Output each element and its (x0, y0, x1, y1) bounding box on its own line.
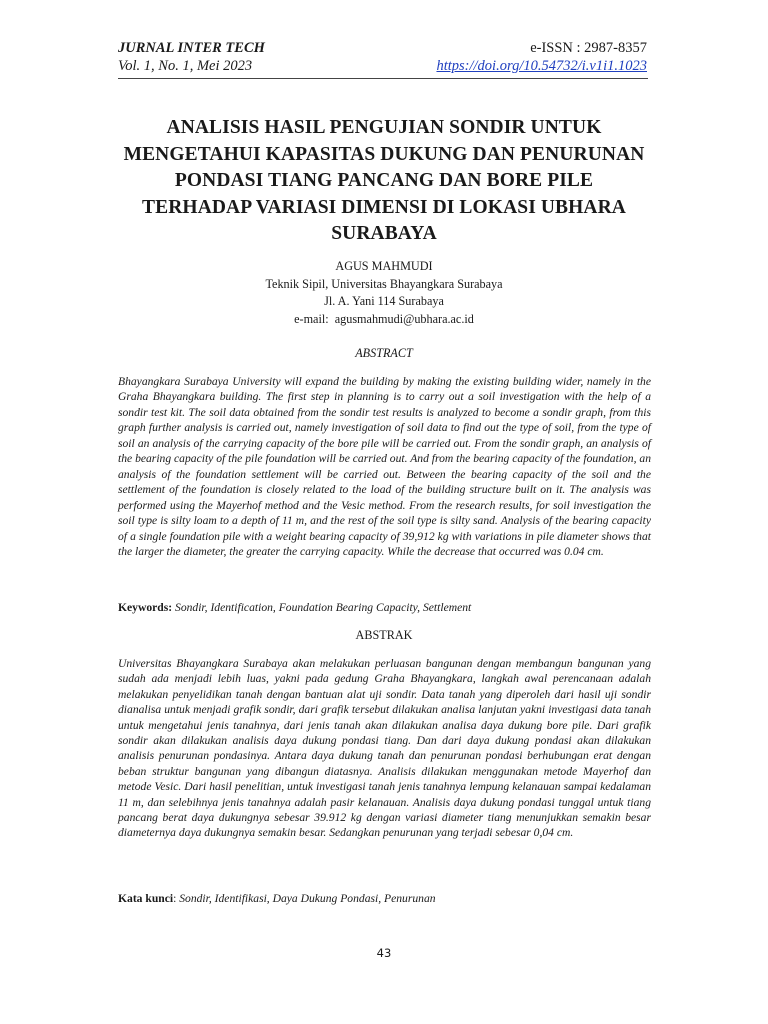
author-block (118, 258, 650, 328)
doi-link[interactable]: https://doi.org/10.54732/i.v1i1.1023 (436, 58, 647, 74)
journal-header (118, 40, 648, 80)
kata-kunci-separator: : (173, 892, 180, 905)
author-name: AGUS MAHMUDI (335, 259, 433, 273)
kata-kunci (118, 891, 651, 906)
author-email-line (118, 311, 650, 329)
abstrak-heading: ABSTRAK (355, 628, 413, 642)
author-address: Jl. A. Yani 114 Surabaya (324, 294, 444, 309)
email-label: e-mail: (294, 311, 329, 326)
abstrak-text: Universitas Bhayangkara Surabaya akan melakukan perluasan bangunan dengan membangun bangunan yang sudah ada menjadi lebih luas, yakni pada gedung Graha Bhayangkara, langkah awal perencanaan adalah melakukan penyelidikan tanah dengan bantuan alat uji sondir. Data tanah yang diperoleh dari hasil uji sondir dianalisa untuk menjadi grafik sondir, dari grafik tersebut dilakukan analisa lanjutan yakni investigasi data tanah untuk mengetahui jenis tanahnya, dari jenis tanah akan dilakukan analisa daya dukung bore pile. Dari grafik sondir akan dilakukan analisis daya dukung pondasi tiang. Dan dari daya dukung pondasi akan dilakukan analisis penurunan pondasinya. Antara daya dukung tanah dan penurunan pondasi berhubungan erat dengan beban struktur bangunan yang dibangun diatasnya. Analisis dilakukan menggunakan metode Mayerhof dan metode Vesic. Dari hasil penelitian, untuk investigasi tanah jenis tanahnya lempung kelanauan sampai kedalaman 11 m, dan selebihnya jenis tanahnya adalah pasir kelanauan. Analisis daya dukung pondasi tunggal untuk tiang pancang berat daya dukungnya sebesar 39.912 kg dengan variasi diameter tiang menunjukkan semakin besar diameternya daya dukungnya semakin besar. Sedangkan penurunan yang terjadi sebesar 0,04 cm. (118, 657, 651, 840)
author-email[interactable]: agusmahmudi@ubhara.ac.id (334, 311, 474, 326)
header-divider (118, 78, 648, 79)
page-number: 43 (376, 946, 392, 960)
journal-name: JURNAL INTER TECH (118, 40, 265, 56)
keywords (118, 600, 651, 615)
journal-volume: Vol. 1, No. 1, Mei 2023 (118, 58, 253, 74)
issn: e-ISSN : 2987-8357 (530, 40, 647, 56)
author-affiliation: Teknik Sipil, Universitas Bhayangkara Surabaya (265, 276, 503, 291)
keywords-label: Keywords: (118, 601, 173, 614)
kata-kunci-label: Kata kunci (118, 892, 174, 905)
kata-kunci-list: Sondir, Identifikasi, Daya Dukung Pondasi, Penurunan (179, 892, 436, 905)
abstract-text: Bhayangkara Surabaya University will expand the building by making the existing building wider, namely in the Graha Bhayangkara building. The first step in planning is to carry out a soil investigation with the help of a sondir test kit. The soil data obtained from the sondir test results is analyzed to become a sondir graph, from this graph further analysis is carried out, namely investigation of soil data to find out the type of soil, from the type of soil an analysis of the carrying capacity of the bore pile will be carried out. From the sondir graph, an analysis of the bearing capacity of the pile foundation will be carried out. And from the bearing capacity of the foundation, an analysis of the foundation settlement will be carried out. Between the bearing capacity of the soil and the settlement of the foundation is closely related to the load of the building structure built on it. The analysis was performed using the Mayerhof method and the Vesic method. From the research results, for soil investigation the soil type is silty loam to a depth of 11 m, and the rest of the soil type is silty sand. Analysis of the bearing capacity of a single foundation pile with a weight bearing capacity of 39,912 kg with variations in pile diameter shows that the larger the diameter, the greater the carrying capacity. While the decrease that occurred was 0.04 cm. (118, 375, 651, 558)
keywords-list: Sondir, Identification, Foundation Bearing Capacity, Settlement (175, 601, 472, 614)
paper-title: ANALISIS HASIL PENGUJIAN SONDIR UNTUK MENGETAHUI KAPASITAS DUKUNG DAN PENURUNAN PONDASI TIANG PANCANG DAN BORE PILE TERHADAP VARIASI DIMENSI DI LOKASI UBHARA SURABAYA (123, 117, 645, 244)
abstract-heading: ABSTRACT (355, 346, 413, 360)
